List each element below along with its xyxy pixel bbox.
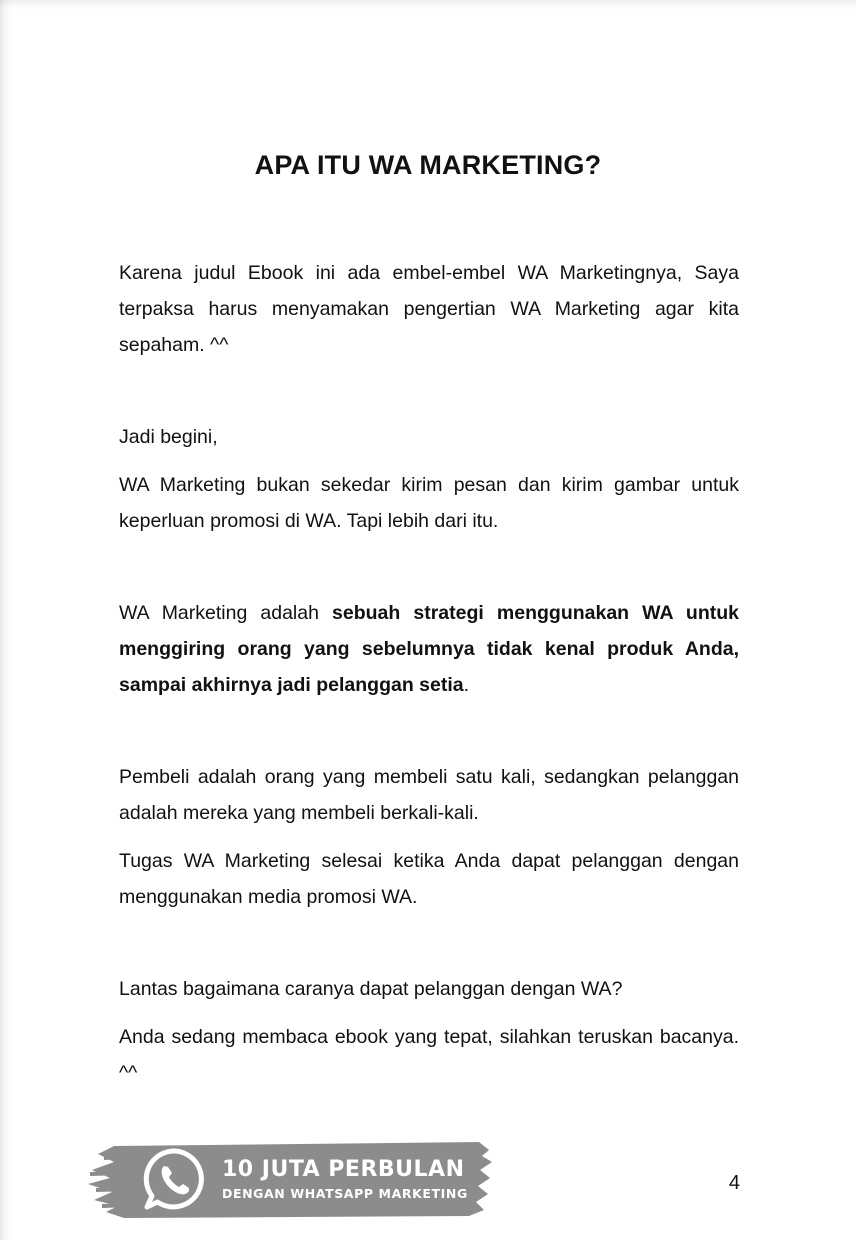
- paragraph-lantas: Lantas bagaimana caranya dapat pelanggan dengan WA?: [119, 978, 623, 1000]
- definition-bold: sebuah strategi menggunakan WA untuk menggiring orang yang sebelumnya tidak kenal produk Anda, sampai akhirnya jadi pelanggan setia: [119, 602, 740, 696]
- definition-prefix: WA Marketing adalah: [119, 602, 333, 624]
- paragraph-wa-marketing-bukan: WA Marketing bukan sekedar kirim pesan dan kirim gambar untuk keperluan promosi di WA. Tapi lebih dari itu.: [119, 474, 739, 532]
- banner-subtitle: DENGAN WHATSAPP MARKETING: [222, 1186, 468, 1201]
- page-title: APA ITU WA MARKETING?: [254, 150, 602, 180]
- page-number: 4: [728, 1172, 740, 1194]
- paragraph-anda-sedang: Anda sedang membaca ebook yang tepat, silahkan teruskan bacanya. ^^: [119, 1026, 739, 1084]
- paragraph-jadi-begini: Jadi begini,: [119, 426, 218, 448]
- paragraph-definition: [119, 595, 739, 703]
- banner-title: 10 JUTA PERBULAN: [222, 1157, 465, 1182]
- whatsapp-icon: [142, 1147, 208, 1213]
- document-body: [119, 255, 739, 1091]
- definition-suffix: .: [463, 674, 470, 696]
- paragraph-intro: Karena judul Ebook ini ada embel-embel WA Marketingnya, Saya terpaksa harus menyamakan pengertian WA Marketing agar kita sepaham. ^^: [119, 262, 739, 356]
- paragraph-pembeli: Pembeli adalah orang yang membeli satu kali, sedangkan pelanggan adalah mereka yang membeli berkali-kali.: [119, 766, 739, 824]
- paragraph-tugas: Tugas WA Marketing selesai ketika Anda dapat pelanggan dengan menggunakan media promosi WA.: [119, 850, 739, 908]
